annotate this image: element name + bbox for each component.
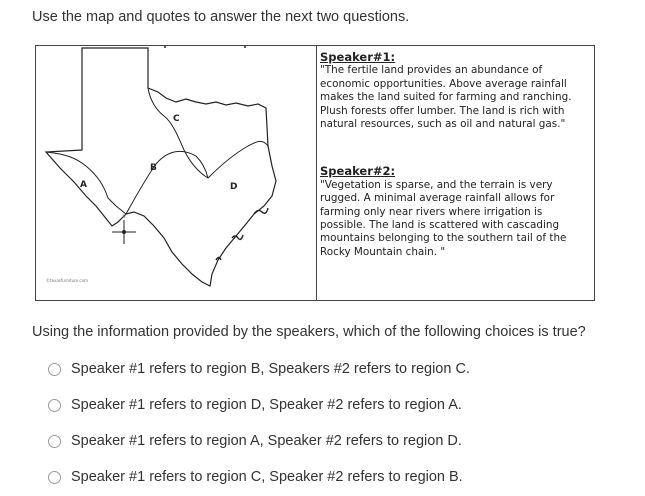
choice-label: Speaker #1 refers to region C, Speaker #2 refers to region B. <box>71 469 463 485</box>
region-label-c: C <box>173 114 180 124</box>
speaker-1-heading: Speaker#1: <box>320 50 396 64</box>
radio-button[interactable] <box>48 435 61 448</box>
answer-choice-3[interactable] <box>48 431 462 451</box>
region-label-a: A <box>80 180 87 190</box>
choice-label: Speaker #1 refers to region D, Speaker #2 refers to region A. <box>71 397 462 413</box>
region-d-boundary <box>208 141 268 178</box>
speaker-2-block <box>320 165 591 259</box>
radio-button[interactable] <box>48 399 61 412</box>
texas-outline <box>46 48 276 286</box>
speaker-1-block <box>320 51 591 131</box>
map-credit: ©texasfurniture.com <box>46 278 88 283</box>
speaker-2-heading: Speaker#2: <box>320 164 396 179</box>
texas-region-map <box>36 46 317 300</box>
radio-button[interactable] <box>48 471 61 484</box>
speaker-1-quote: "The fertile land provides an abundance of economic opportunities. Above average rainfall makes the land suited for farming and ranching. Plush forests offer lumber. The land is rich with natural resources, such as oil and natural gas." <box>320 64 572 131</box>
region-b-boundary <box>126 151 208 214</box>
question-figure <box>35 45 595 301</box>
speaker-2-quote: "Vegetation is sparse, and the terrain is very rugged. A minimal average rainfall allows for farming only near rivers where irrigation is possible. The land is scattered with cascading mountains belonging to the southern tail of the Rocky Mountain chain. " <box>320 178 567 258</box>
svg-text:N: N <box>122 214 126 219</box>
compass-rose-icon <box>112 214 136 244</box>
answer-choice-4[interactable] <box>48 467 463 487</box>
answer-choice-2[interactable] <box>48 395 462 415</box>
region-label-b: B <box>150 163 157 173</box>
choice-label: Speaker #1 refers to region B, Speakers #2 refers to region C. <box>71 361 470 377</box>
region-label-d: D <box>230 182 238 192</box>
answer-choice-1[interactable] <box>48 359 470 379</box>
instructions-text: Use the map and quotes to answer the next two questions. <box>32 9 410 25</box>
choice-label: Speaker #1 refers to region A, Speaker #2 refers to region D. <box>71 433 462 449</box>
radio-button[interactable] <box>48 363 61 376</box>
speaker-quotes <box>317 46 594 300</box>
question-text: Using the information provided by the speakers, which of the following choices is true? <box>32 324 586 340</box>
